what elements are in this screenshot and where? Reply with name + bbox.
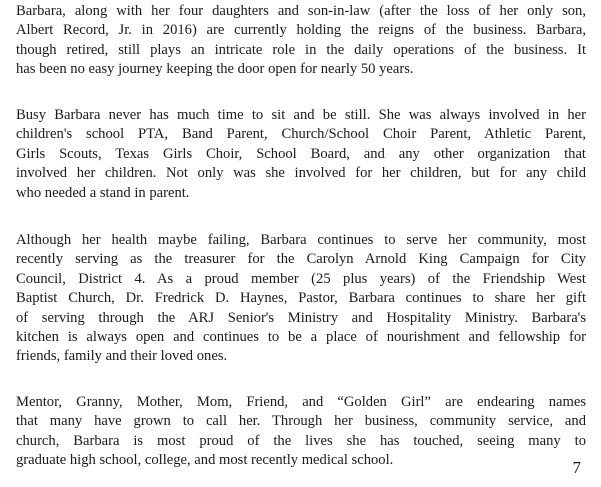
text-line: friends, family and their loved ones. bbox=[16, 348, 228, 365]
text-line: though retired, still plays an intricate role in the daily operations of the business. It bbox=[16, 41, 586, 58]
text-line: Although her health maybe failing, Barbara continues to serve her community, most bbox=[16, 232, 586, 248]
text-line: children's school PTA, Band Parent, Church/School Choir Parent, Athletic Parent, bbox=[16, 126, 586, 143]
paragraph-1 bbox=[16, 2, 586, 80]
text-line: Busy Barbara never has much time to sit and be still. She was always involved in her bbox=[16, 107, 586, 123]
text-line: Albert Record, Jr. in 2016) are currently holding the reigns of the business. Barbara, bbox=[16, 22, 586, 39]
text-line: that many have grown to call her. Through her business, community service, and bbox=[16, 413, 586, 430]
text-line: has been no easy journey keeping the door open for nearly 50 years. bbox=[16, 61, 414, 78]
page-number: 7 bbox=[572, 458, 581, 477]
text-line: involved her children. Not only was she involved for her children, but for any child bbox=[16, 165, 586, 182]
text-line: kitchen is always open and continues to be a place of nourishment and fellowship for bbox=[16, 329, 586, 346]
text-line: Girls Scouts, Texas Girls Choir, School Board, and any other organization that bbox=[16, 145, 586, 162]
text-line: graduate high school, college, and most recently medical school. bbox=[16, 452, 394, 469]
text-line: Baptist Church, Dr. Fredrick D. Haynes, Pastor, Barbara continues to share her gift bbox=[16, 290, 586, 307]
text-line: Barbara, along with her four daughters and son-in-law (after the loss of her only son, bbox=[16, 3, 586, 19]
text-line: Mentor, Granny, Mother, Mom, Friend, and “Golden Girl” are endearing names bbox=[16, 394, 586, 410]
paragraph-3 bbox=[16, 231, 586, 367]
paragraph-4 bbox=[16, 393, 586, 471]
text-line: who needed a stand in parent. bbox=[16, 184, 190, 201]
text-line: of serving through the ARJ Senior's Ministry and Hospitality Ministry. Barbara's bbox=[16, 309, 586, 326]
text-line: church, Barbara is most proud of the lives she has touched, seeing many to bbox=[16, 432, 586, 449]
text-line: Council, District 4. As a proud member (25 plus years) of the Friendship West bbox=[16, 270, 586, 287]
text-line: recently serving as the treasurer for the Carolyn Arnold King Campaign for City bbox=[16, 251, 586, 268]
paragraph-2 bbox=[16, 106, 586, 203]
